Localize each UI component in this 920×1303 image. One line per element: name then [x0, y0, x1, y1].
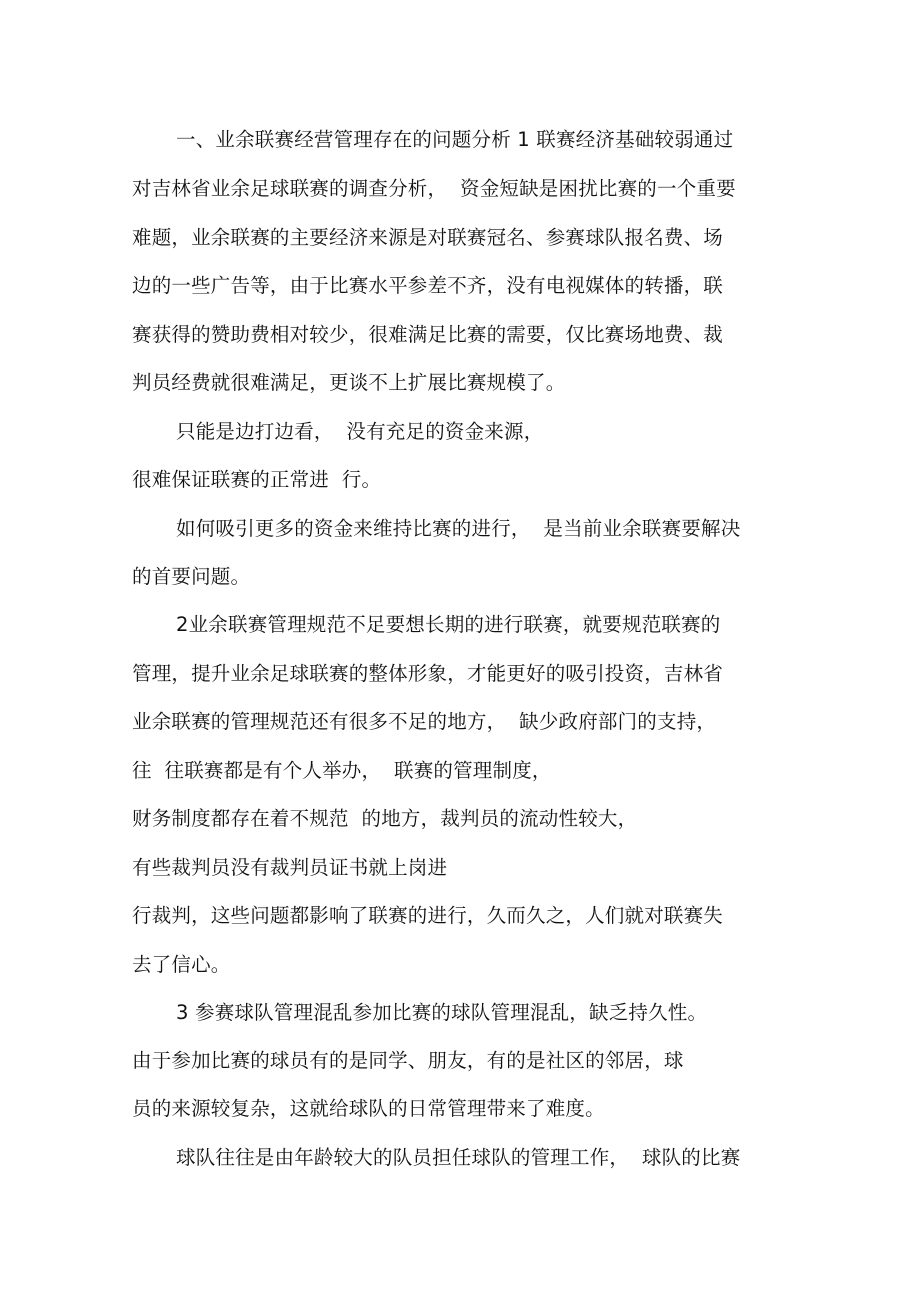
text-line-2: 对吉林省业余足球联赛的调查分析， 资金短缺是困扰比赛的一个重要 [132, 177, 736, 200]
text-line-20: 由于参加比赛的球员有的是同学、朋友，有的是社区的邻居，球 [132, 1049, 684, 1072]
text-line-5: 赛获得的赞助费相对较少，很难满足比赛的需要，仅比赛场地费、裁 [132, 323, 724, 346]
text-line-15: 财务制度都存在着不规范 的地方，裁判员的流动性较大， [132, 807, 638, 830]
text-line-16: 有些裁判员没有裁判员证书就上岗进 [132, 856, 448, 879]
text-line-11: 2业余联赛管理规范不足要想长期的进行联赛，就要规范联赛的 [176, 613, 721, 636]
text-line-12: 管理，提升业余足球联赛的整体形象，才能更好的吸引投资，吉林省 [132, 662, 724, 685]
text-line-21: 员的来源较复杂，这就给球队的日常管理带来了难度。 [132, 1097, 605, 1120]
text-line-8: 很难保证联赛的正常进 行。 [132, 468, 382, 491]
text-line-13: 业余联赛的管理规范还有很多不足的地方， 缺少政府部门的支持， [132, 710, 717, 733]
text-line-22: 球队往往是由年龄较大的队员担任球队的管理工作， 球队的比赛 [176, 1146, 741, 1169]
text-line-4: 边的一些广告等，由于比赛水平参差不齐，没有电视媒体的转播，联 [132, 274, 724, 297]
text-line-9: 如何吸引更多的资金来维持比赛的进行， 是当前业余联赛要解决 [176, 517, 741, 540]
text-line-10: 的首要问题。 [132, 565, 251, 588]
text-line-7: 只能是边打边看， 没有充足的资金来源， [176, 420, 544, 443]
text-line-6: 判员经费就很难满足，更谈不上扩展比赛规模了。 [132, 371, 566, 394]
text-line-3: 难题，业余联赛的主要经济来源是对联赛冠名、参赛球队报名费、场 [132, 226, 724, 249]
text-line-17: 行裁判，这些问题都影响了联赛的进行，久而久之，人们就对联赛失 [132, 904, 724, 927]
text-line-18: 去了信心。 [132, 953, 231, 976]
text-line-19: 3 参赛球队管理混乱参加比赛的球队管理混乱，缺乏持久性。 [176, 1001, 708, 1024]
text-line-1: 一、业余联赛经营管理存在的问题分析 1 联赛经济基础较弱通过 [176, 128, 734, 151]
text-line-14: 往 往联赛都是有个人举办， 联赛的管理制度， [132, 759, 552, 782]
